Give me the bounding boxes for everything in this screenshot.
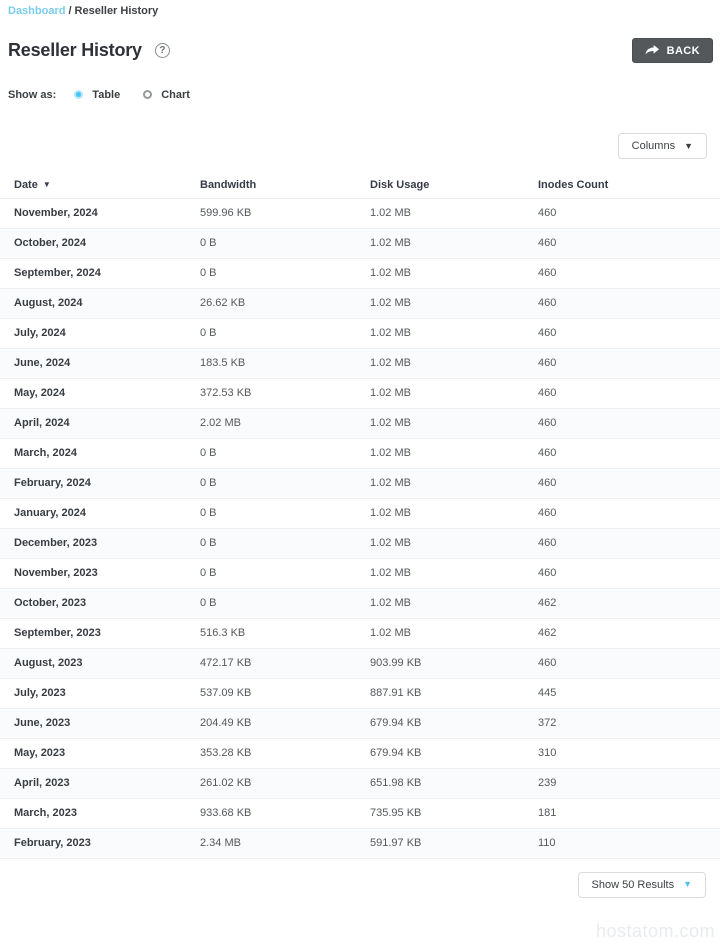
history-table-body (0, 198, 720, 858)
cell-inodes-count: 460 (524, 288, 720, 318)
cell-bandwidth: 183.5 KB (186, 348, 356, 378)
cell-bandwidth: 0 B (186, 438, 356, 468)
table-header-row (0, 172, 720, 198)
cell-inodes-count: 460 (524, 468, 720, 498)
table-row (0, 198, 720, 228)
cell-date: July, 2023 (0, 678, 186, 708)
cell-bandwidth: 26.62 KB (186, 288, 356, 318)
column-header-bandwidth[interactable]: Bandwidth (186, 172, 356, 198)
cell-date: June, 2024 (0, 348, 186, 378)
cell-disk-usage: 1.02 MB (356, 378, 524, 408)
table-row (0, 828, 720, 858)
cell-disk-usage: 735.95 KB (356, 798, 524, 828)
cell-disk-usage: 1.02 MB (356, 618, 524, 648)
cell-date: February, 2023 (0, 828, 186, 858)
table-row (0, 528, 720, 558)
cell-date: August, 2024 (0, 288, 186, 318)
table-toolbar (0, 133, 720, 159)
cell-inodes-count: 460 (524, 408, 720, 438)
question-circle-icon[interactable]: ? (155, 43, 170, 58)
cell-date: April, 2023 (0, 768, 186, 798)
watermark: hostatom.com (595, 921, 715, 941)
cell-inodes-count: 181 (524, 798, 720, 828)
cell-inodes-count: 445 (524, 678, 720, 708)
cell-inodes-count: 372 (524, 708, 720, 738)
cell-date: October, 2023 (0, 588, 186, 618)
cell-disk-usage: 1.02 MB (356, 198, 524, 228)
chevron-down-icon: ▼ (684, 140, 693, 151)
back-button-label: BACK (666, 44, 700, 57)
cell-date: October, 2024 (0, 228, 186, 258)
column-header-disk-usage[interactable]: Disk Usage (356, 172, 524, 198)
cell-disk-usage: 679.94 KB (356, 738, 524, 768)
cell-bandwidth: 204.49 KB (186, 708, 356, 738)
cell-date: August, 2023 (0, 648, 186, 678)
forward-arrow-icon (645, 45, 659, 56)
table-row (0, 558, 720, 588)
chevron-down-icon: ▼ (683, 879, 692, 889)
cell-date: December, 2023 (0, 528, 186, 558)
cell-bandwidth: 516.3 KB (186, 618, 356, 648)
cell-bandwidth: 261.02 KB (186, 768, 356, 798)
radio-unselected-icon (143, 90, 152, 99)
cell-disk-usage: 887.91 KB (356, 678, 524, 708)
table-row (0, 288, 720, 318)
cell-bandwidth: 2.34 MB (186, 828, 356, 858)
cell-bandwidth: 2.02 MB (186, 408, 356, 438)
table-row (0, 258, 720, 288)
show-results-button[interactable] (578, 872, 706, 898)
cell-bandwidth: 537.09 KB (186, 678, 356, 708)
table-row (0, 498, 720, 528)
cell-date: March, 2024 (0, 438, 186, 468)
cell-bandwidth: 0 B (186, 258, 356, 288)
table-row (0, 228, 720, 258)
column-header-date-label: Date (14, 178, 38, 191)
cell-date: March, 2023 (0, 798, 186, 828)
cell-disk-usage: 1.02 MB (356, 588, 524, 618)
page-title: Reseller History (8, 40, 142, 60)
cell-inodes-count: 462 (524, 618, 720, 648)
table-row (0, 408, 720, 438)
cell-disk-usage: 651.98 KB (356, 768, 524, 798)
cell-inodes-count: 310 (524, 738, 720, 768)
breadcrumb-dashboard-link[interactable]: Dashboard (8, 5, 66, 17)
table-row (0, 678, 720, 708)
cell-disk-usage: 903.99 KB (356, 648, 524, 678)
radio-option-chart-label: Chart (161, 88, 190, 101)
table-row (0, 348, 720, 378)
cell-inodes-count: 462 (524, 588, 720, 618)
cell-bandwidth: 0 B (186, 558, 356, 588)
columns-button[interactable] (618, 133, 707, 159)
column-header-inodes-count[interactable]: Inodes Count (524, 172, 720, 198)
cell-inodes-count: 460 (524, 318, 720, 348)
table-row (0, 438, 720, 468)
cell-disk-usage: 1.02 MB (356, 498, 524, 528)
cell-disk-usage: 1.02 MB (356, 288, 524, 318)
cell-inodes-count: 460 (524, 558, 720, 588)
cell-disk-usage: 1.02 MB (356, 468, 524, 498)
radio-selected-icon (74, 90, 83, 99)
page-header (8, 40, 712, 61)
cell-bandwidth: 372.53 KB (186, 378, 356, 408)
cell-disk-usage: 1.02 MB (356, 318, 524, 348)
radio-option-table-label: Table (92, 88, 121, 101)
cell-disk-usage: 591.97 KB (356, 828, 524, 858)
radio-option-table[interactable] (74, 89, 120, 101)
cell-disk-usage: 1.02 MB (356, 438, 524, 468)
table-row (0, 318, 720, 348)
history-table (0, 172, 720, 859)
table-row (0, 648, 720, 678)
cell-inodes-count: 460 (524, 438, 720, 468)
cell-bandwidth: 0 B (186, 498, 356, 528)
cell-disk-usage: 679.94 KB (356, 708, 524, 738)
sort-desc-icon: ▼ (42, 179, 51, 189)
cell-bandwidth: 0 B (186, 318, 356, 348)
cell-inodes-count: 460 (524, 528, 720, 558)
cell-inodes-count: 460 (524, 378, 720, 408)
cell-bandwidth: 0 B (186, 468, 356, 498)
cell-inodes-count: 110 (524, 828, 720, 858)
cell-disk-usage: 1.02 MB (356, 528, 524, 558)
cell-inodes-count: 460 (524, 348, 720, 378)
cell-date: November, 2023 (0, 558, 186, 588)
cell-disk-usage: 1.02 MB (356, 558, 524, 588)
cell-bandwidth: 0 B (186, 228, 356, 258)
view-toggle (8, 87, 712, 102)
cell-disk-usage: 1.02 MB (356, 348, 524, 378)
show-results-label: Show 50 Results (591, 878, 675, 891)
table-row (0, 708, 720, 738)
breadcrumb-current: Reseller History (74, 5, 159, 17)
table-row (0, 768, 720, 798)
column-header-date[interactable] (0, 172, 186, 198)
cell-date: November, 2024 (0, 198, 186, 228)
cell-inodes-count: 460 (524, 648, 720, 678)
cell-date: February, 2024 (0, 468, 186, 498)
breadcrumb-separator: / (68, 5, 72, 17)
cell-bandwidth: 353.28 KB (186, 738, 356, 768)
cell-disk-usage: 1.02 MB (356, 408, 524, 438)
cell-disk-usage: 1.02 MB (356, 228, 524, 258)
table-row (0, 378, 720, 408)
cell-date: June, 2023 (0, 708, 186, 738)
cell-date: September, 2024 (0, 258, 186, 288)
cell-date: September, 2023 (0, 618, 186, 648)
cell-date: April, 2024 (0, 408, 186, 438)
cell-date: May, 2023 (0, 738, 186, 768)
cell-disk-usage: 1.02 MB (356, 258, 524, 288)
cell-inodes-count: 460 (524, 198, 720, 228)
table-row (0, 588, 720, 618)
cell-inodes-count: 460 (524, 228, 720, 258)
table-row (0, 468, 720, 498)
columns-button-label: Columns (631, 140, 676, 152)
back-button[interactable] (632, 38, 713, 63)
table-row (0, 738, 720, 768)
cell-date: July, 2024 (0, 318, 186, 348)
cell-inodes-count: 239 (524, 768, 720, 798)
cell-bandwidth: 0 B (186, 588, 356, 618)
table-footer (0, 872, 720, 898)
cell-inodes-count: 460 (524, 498, 720, 528)
table-row (0, 618, 720, 648)
breadcrumb (0, 0, 720, 17)
table-row (0, 798, 720, 828)
cell-date: January, 2024 (0, 498, 186, 528)
show-as-label: Show as: (8, 88, 57, 101)
cell-bandwidth: 472.17 KB (186, 648, 356, 678)
cell-inodes-count: 460 (524, 258, 720, 288)
cell-date: May, 2024 (0, 378, 186, 408)
cell-bandwidth: 0 B (186, 528, 356, 558)
radio-option-chart[interactable] (143, 89, 190, 101)
cell-bandwidth: 599.96 KB (186, 198, 356, 228)
cell-bandwidth: 933.68 KB (186, 798, 356, 828)
